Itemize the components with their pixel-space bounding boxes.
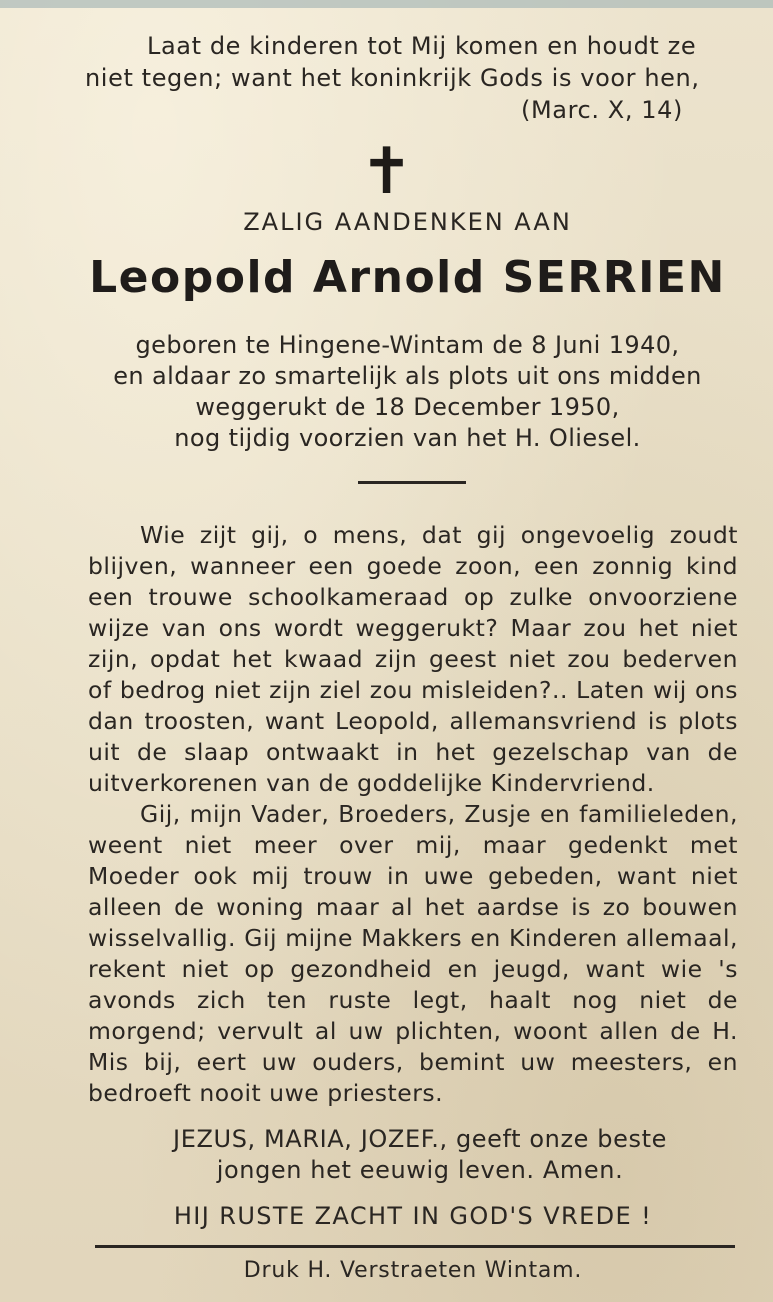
birth-death-details xyxy=(0,330,773,454)
memorial-paragraph-1: Wie zijt gij, o mens, dat gij ongevoelig zoudt blijven, wanneer een goede zoon, een zonnig kind een trouwe schoolkameraad op zulke onvoorziene wijze van ons wordt weggerukt? Maar zou het niet zijn, opdat het kwaad zijn geest niet zou bederven of bedrog niet zijn ziel zou misleiden?.. Laten wij ons dan troosten, want Leopold, allemansvriend is plots uit de slaap ontwaakt in het gezelschap van de uitverkorenen van de goddelijke Kindervriend. xyxy=(88,521,738,797)
memorial-paragraph-2: Gij, mijn Vader, Broeders, Zusje en familieleden, weent niet meer over mij, maar gedenkt met Moeder ook mij trouw in uwe gebeden, want niet alleen de woning maar al het aardse is zo bouwen wisselvallig. Gij mijne Makkers en Kinderen allemaal, rekent niet op gezondheid en jeugd, want wie 's avonds zich ten ruste legt, haalt nog niet de morgend; vervult al uw plichten, woont allen de H. Mis bij, eert uw ouders, bemint uw meesters, en bedroeft nooit uwe priesters. xyxy=(88,800,738,1107)
details-line-1: geboren te Hingene-Wintam de 8 Juni 1940, xyxy=(135,331,680,359)
quote-line-1: Laat de kinderen tot Mij komen en houdt ze xyxy=(147,32,697,60)
quote-reference: (Marc. X, 14) xyxy=(521,96,683,124)
memorial-text xyxy=(88,520,738,1109)
prayer-line-2: jongen het eeuwig leven. Amen. xyxy=(216,1156,624,1184)
bible-quote xyxy=(85,30,735,126)
details-line-2: en aldaar zo smartelijk als plots uit ons midden xyxy=(113,362,702,390)
memorial-heading: ZALIG AANDENKEN AAN xyxy=(243,208,572,236)
card-top-edge xyxy=(0,0,773,8)
rest-in-peace: HIJ RUSTE ZACHT IN GOD'S VREDE ! xyxy=(173,1202,653,1230)
footer-divider xyxy=(95,1245,735,1248)
closing-prayer xyxy=(0,1124,773,1186)
printer-credit: Druk H. Verstraeten Wintam. xyxy=(243,1258,583,1283)
cross-icon: ✝ xyxy=(359,135,414,209)
prayer-line-1: JEZUS, MARIA, JOZEF., geeft onze beste xyxy=(173,1125,667,1153)
details-line-4: nog tijdig voorzien van het H. Oliesel. xyxy=(174,424,641,452)
divider xyxy=(358,481,466,484)
details-line-3: weggerukt de 18 December 1950, xyxy=(195,393,620,421)
quote-line-2: niet tegen; want het koninkrijk Gods is voor hen, xyxy=(85,64,700,92)
deceased-name: Leopold Arnold SERRIEN xyxy=(89,252,726,303)
